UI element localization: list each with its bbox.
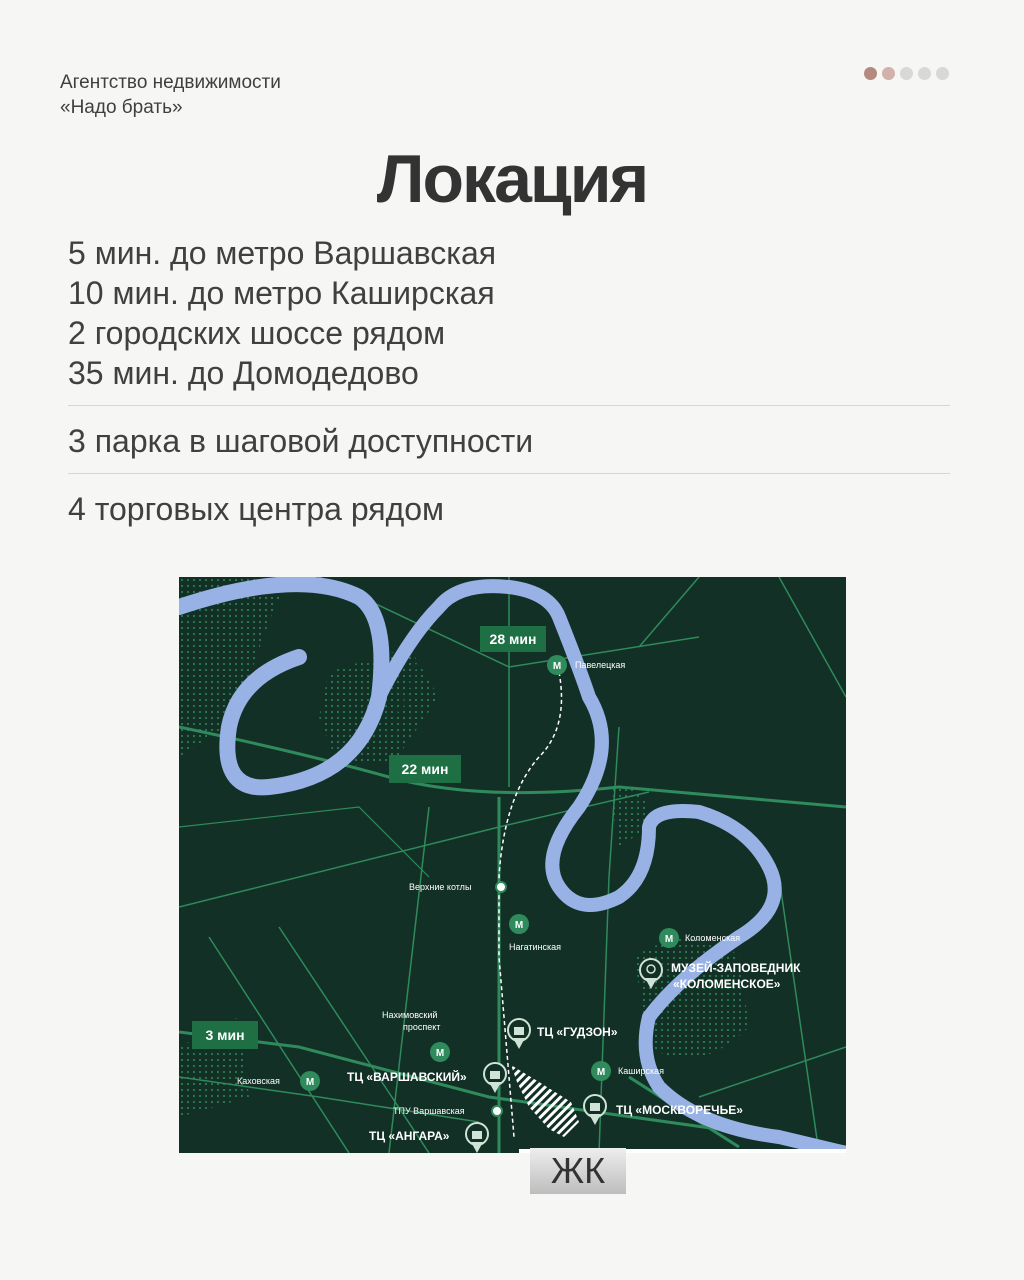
metro-icon xyxy=(547,655,567,675)
place-label: ТЦ «ВАРШАВСКИЙ» xyxy=(347,1070,467,1084)
metro-icon xyxy=(509,914,529,934)
station-label: Нахимовский xyxy=(382,1010,438,1020)
shopping-pin-icon xyxy=(484,1063,506,1093)
metro-icon xyxy=(430,1042,450,1062)
svg-text:22 мин: 22 мин xyxy=(401,761,449,777)
svg-text:М: М xyxy=(514,920,524,931)
page-dot-5 xyxy=(936,67,949,80)
divider xyxy=(68,405,950,406)
station-label: Каширская xyxy=(618,1066,665,1076)
road xyxy=(779,577,846,697)
metro-icon xyxy=(591,1061,611,1081)
place-label: ТЦ «ГУДЗОН» xyxy=(537,1025,618,1039)
page-dot-4 xyxy=(918,67,931,80)
agency-line-2: «Надо брать» xyxy=(60,97,183,118)
page-dot-3 xyxy=(900,67,913,80)
road xyxy=(699,1047,846,1097)
page-dot-2 xyxy=(882,67,895,80)
fact-parks: 3 парка в шаговой доступности xyxy=(68,423,534,459)
station-label: проспект xyxy=(403,1022,441,1032)
river-label: РЕКА МОСКВА xyxy=(775,843,812,898)
location-map xyxy=(179,577,846,1153)
metro-icon xyxy=(300,1071,320,1091)
fact-domodedovo: 35 мин. до Домодедово xyxy=(68,355,419,391)
shopping-pin-icon xyxy=(466,1123,488,1153)
agency-name xyxy=(60,70,281,120)
station-dot xyxy=(496,882,506,892)
fact-metro-kashirskaya: 10 мин. до метро Каширская xyxy=(68,275,495,311)
page-indicator xyxy=(864,67,949,80)
station-label: Коломенская xyxy=(685,933,741,943)
station-label: Нагатинская xyxy=(509,942,562,952)
place-label: «КОЛОМЕНСКОЕ» xyxy=(673,977,781,991)
divider xyxy=(68,473,950,474)
svg-text:М: М xyxy=(552,661,562,672)
station-label: Верхние котлы xyxy=(409,882,472,892)
svg-text:3 мин: 3 мин xyxy=(205,1027,245,1043)
station-label: ТПУ Варшавская xyxy=(393,1106,465,1116)
road xyxy=(639,577,699,647)
time-badge-3 xyxy=(192,1021,258,1049)
road xyxy=(279,927,429,1153)
svg-text:М: М xyxy=(305,1077,315,1088)
fact-highways: 2 городских шоссе рядом xyxy=(68,315,446,351)
agency-line-1: Агентство недвижимости xyxy=(60,72,281,93)
shopping-pin-icon xyxy=(584,1095,606,1125)
time-badge-22 xyxy=(389,755,461,783)
road xyxy=(179,727,846,807)
station-dot xyxy=(492,1106,502,1116)
road xyxy=(179,807,429,877)
river-label: РЕКА МОСКВА xyxy=(394,661,423,718)
station-label: Павелецкая xyxy=(575,660,626,670)
place-label: ТЦ «МОСКВОРЕЧЬЕ» xyxy=(616,1103,743,1117)
road xyxy=(779,877,819,1153)
fact-metro-varshavskaya: 5 мин. до метро Варшавская xyxy=(68,235,497,271)
metro-icon xyxy=(659,928,679,948)
fact-malls: 4 торговых центра рядом xyxy=(68,491,445,527)
time-badge-28 xyxy=(480,626,546,652)
transport-facts xyxy=(68,233,496,393)
svg-text:М: М xyxy=(664,934,674,945)
shopping-pin-icon xyxy=(508,1019,530,1049)
station-label: Каховская xyxy=(237,1076,280,1086)
page-title: Локация xyxy=(376,141,648,217)
svg-text:28 мин: 28 мин xyxy=(489,631,537,647)
svg-text:М: М xyxy=(596,1067,606,1078)
page-dot-1 xyxy=(864,67,877,80)
zk-label: ЖК xyxy=(530,1148,626,1194)
place-label: ТЦ «АНГАРА» xyxy=(369,1129,450,1143)
place-label: МУЗЕЙ-ЗАПОВЕДНИК xyxy=(671,961,801,975)
svg-text:М: М xyxy=(435,1048,445,1059)
